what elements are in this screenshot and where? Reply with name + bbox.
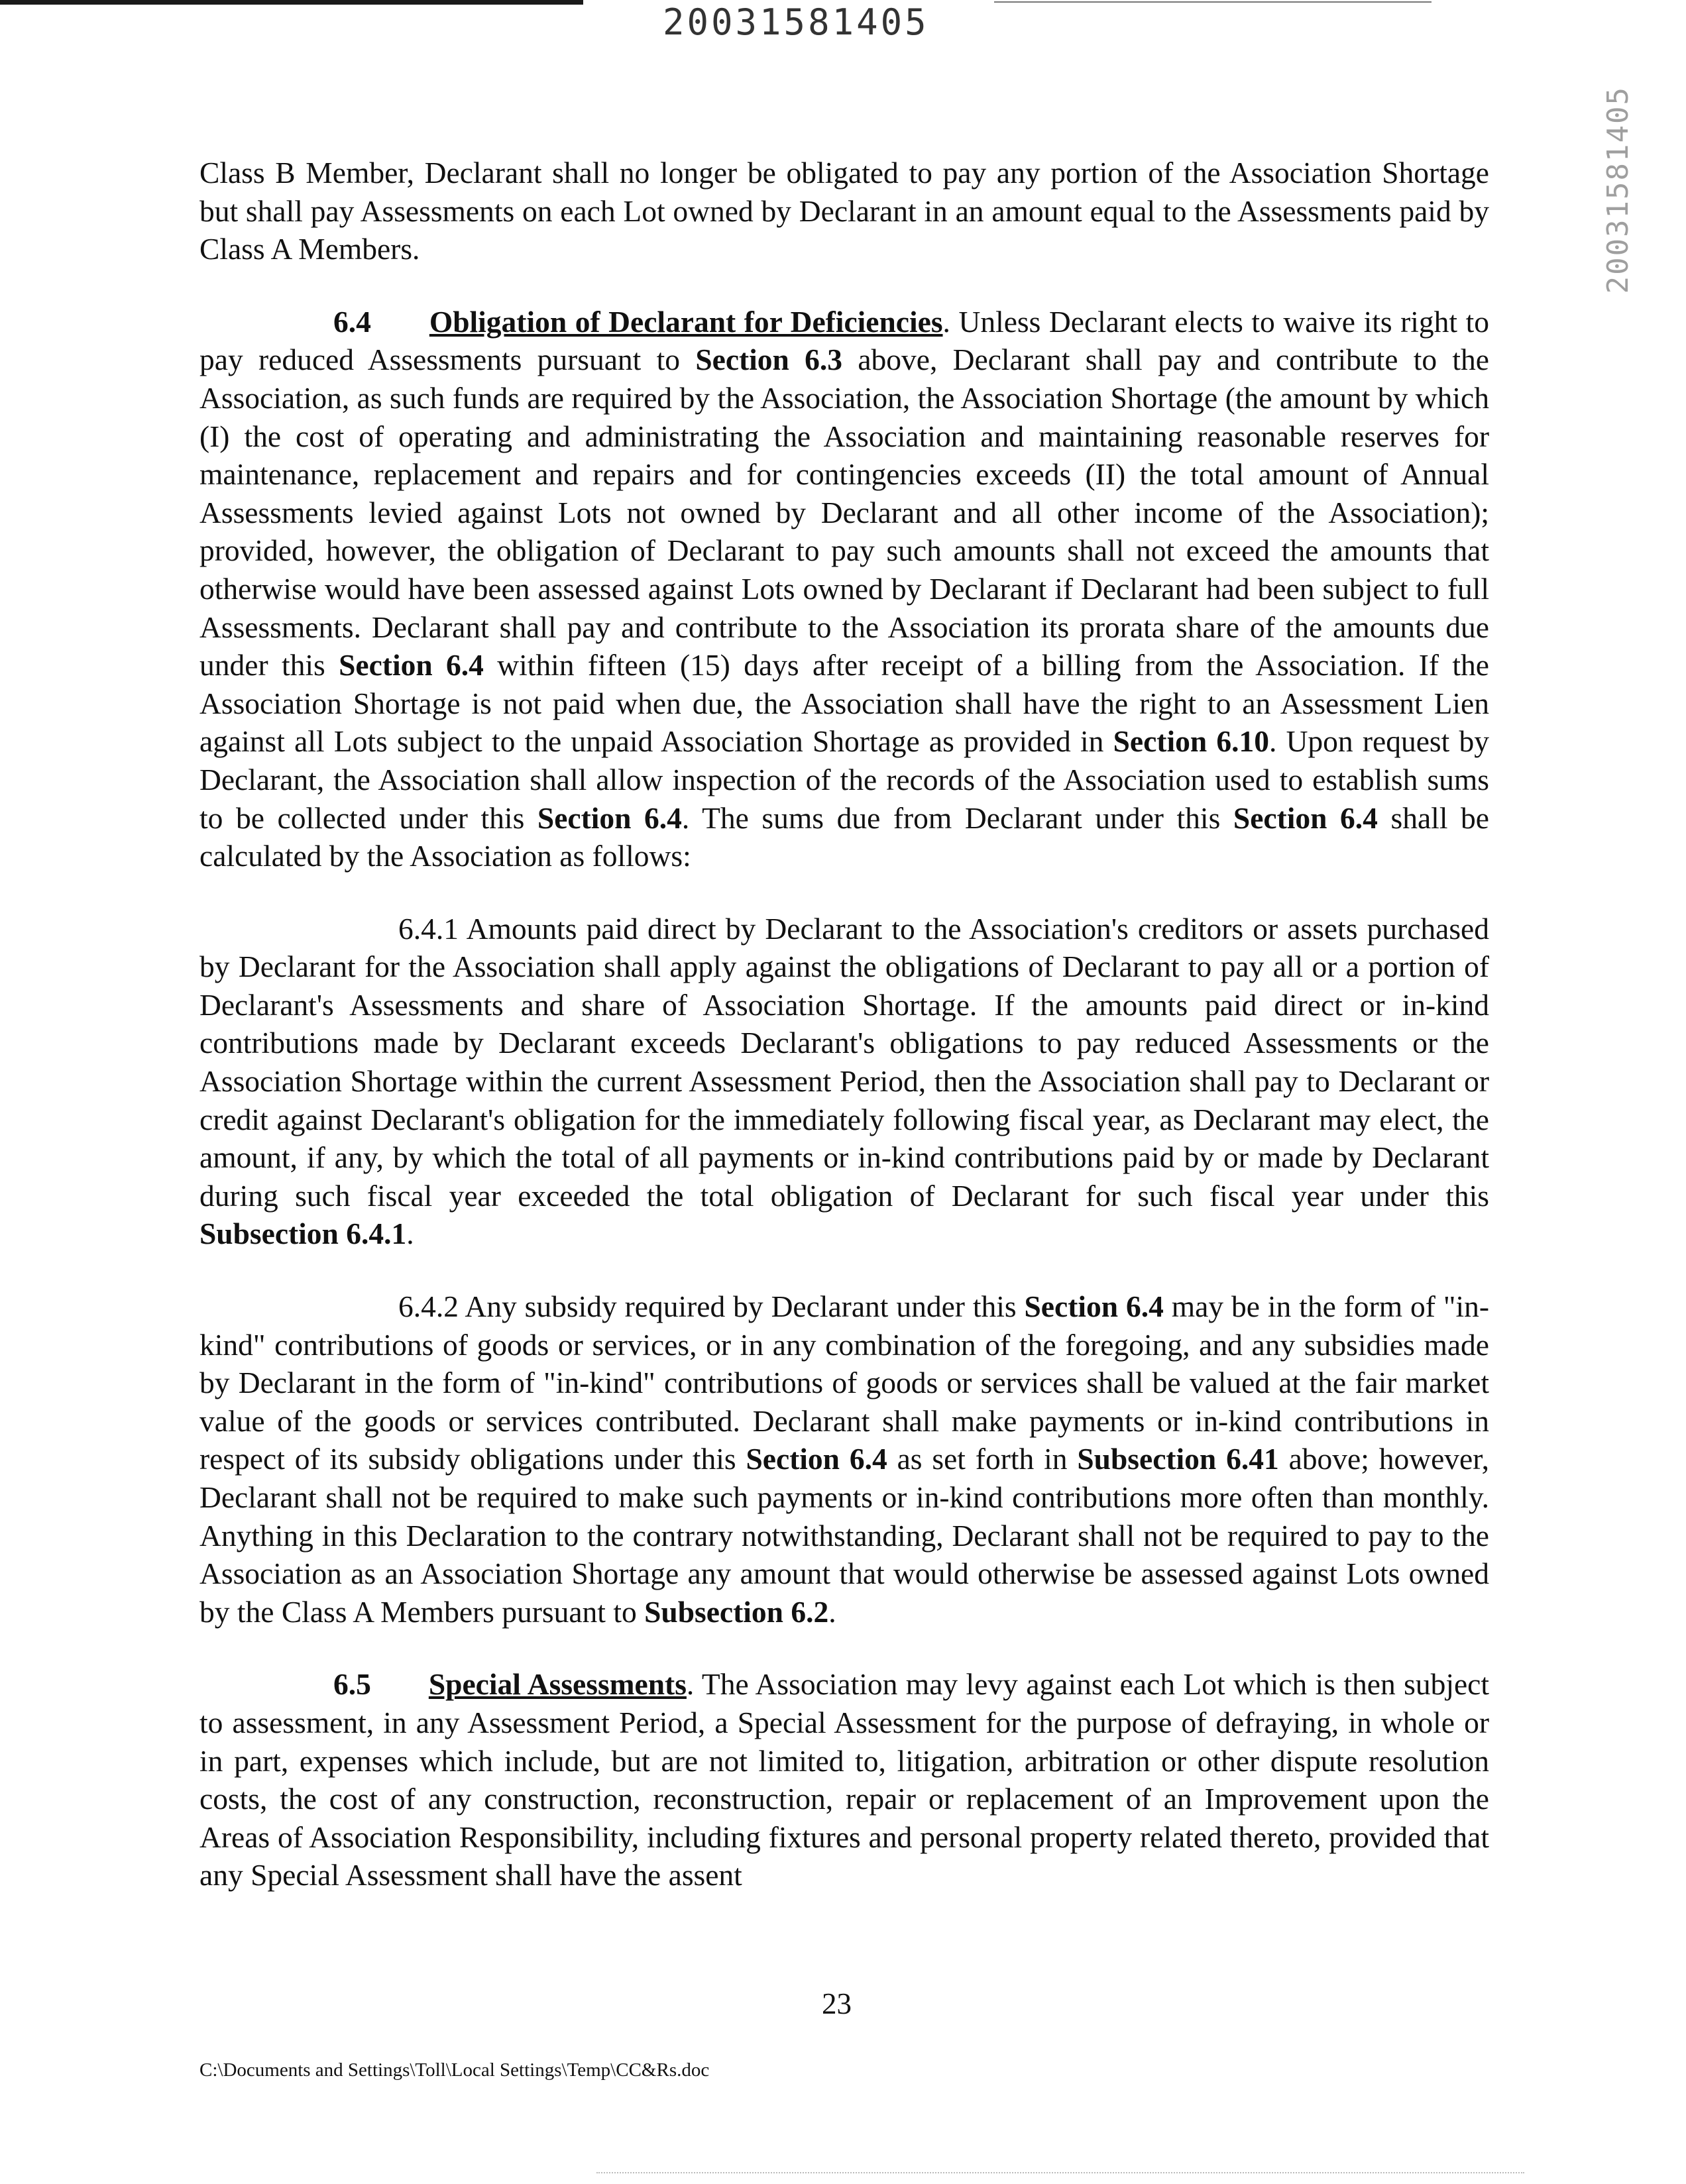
section-number: 6.5 <box>333 1667 371 1702</box>
section-6-5: 6.5 Special Assessments. The Association may levy against each Lot which is then subject to assessment, in any Assessment Period, a Special Assessment for the purpose of defraying, in whole or in part, expenses which include, but are not limited to, litigation, arbitration or other dispute resolution costs, the cost of any construction, reconstruction, repair or replacement of an Improvement upon the Areas of Association Responsibility, including fixtures and personal property related thereto, provided that any Special Assessment shall have the assent <box>199 1667 1490 1892</box>
section-ref: Section 6.3 <box>695 343 843 377</box>
section-number: 6.4 <box>333 304 371 339</box>
page-number: 23 <box>822 1987 852 2020</box>
side-stamp: 20031581405 <box>1601 86 1635 294</box>
section-ref: Subsection 6.41 <box>1077 1442 1279 1476</box>
section-title: Obligation of Declarant for Deficiencies <box>429 304 943 339</box>
section-ref: Section 6.4 <box>339 648 484 682</box>
subsection-6-4-2: 6.4.2 Any subsidy required by Declarant under this Section 6.4 may be in the form of "in-kind" contributions of goods or services, or in any combination of the foregoing, and any subsidies made by Declarant in the form of "in-kind" contributions of goods or services shall be valued at the fair market value of the goods or services contributed. Declarant shall make payments or in-kind contributions in respect of its subsidy obligations under this Section 6.4 as set forth in Subsection 6.41 above; however, Declarant shall not be required to make such payments or in-kind contributions more often than monthly. Anything in this Declaration to the contrary notwithstanding, Declarant shall not be required to pay to the Association as an Association Shortage any amount that would otherwise be assessed against Lots owned by the Class A Members pursuant to Subsection 6.2. <box>199 1289 1489 1629</box>
section-ref: Section 6.4 <box>1233 800 1378 835</box>
document-number: 20031581405 <box>663 1 929 43</box>
top-rule-right <box>994 1 1432 3</box>
section-ref: Subsection 6.4.1 <box>199 1217 407 1251</box>
subsection-6-4-1: 6.4.1 Amounts paid direct by Declarant to the Association's creditors or assets purchased by Declarant for the Association shall apply against the obligations of Declarant to pay all or a portion of Declarant's Assessments and share of Association Shortage. If the amounts paid direct or in-kind contributions made by Declarant exceeds Declarant's obligations to pay reduced Assessments or the Association Shortage within the current Assessment Period, then the Association shall pay to Declarant or credit against Declarant's obligation for the immediately following fiscal year, as Declarant may elect, the amount, if any, by which the total of all payments or in-kind contributions paid by or made by Declarant during such fiscal year exceeded the total obligation of Declarant for such fiscal year under this Subsection 6.4.1. <box>199 911 1489 1251</box>
section-ref: Section 6.10 <box>1113 724 1269 759</box>
footer-file-path: C:\Documents and Settings\Toll\Local Settings\Temp\CC&Rs.doc <box>199 2059 710 2081</box>
section-title: Special Assessments <box>428 1667 687 1702</box>
section-ref: Section 6.4 <box>746 1442 887 1476</box>
document-body <box>199 154 1489 1894</box>
top-rule <box>0 0 583 5</box>
paragraph-continuation: Class B Member, Declarant shall no longer be obligated to pay any portion of the Association Shortage but shall pay Assessments on each Lot owned by Declarant in an amount equal to the Assessments paid by Class A Members. <box>199 156 1489 266</box>
section-ref: Section 6.4 <box>537 800 682 835</box>
scan-artifact <box>596 2172 1524 2175</box>
section-ref: Subsection 6.2 <box>644 1594 829 1629</box>
section-ref: Section 6.4 <box>1024 1289 1164 1324</box>
section-6-4: 6.4 Obligation of Declarant for Deficiencies. Unless Declarant elects to waive its right to pay reduced Assessments pursuant to Section 6.3 above, Declarant shall pay and contribute to the Association, as such funds are required by the Association, the Association Shortage (the amount by which (I) the cost of operating and administrating the Association and maintaining reasonable reserves for maintenance, replacement and repairs and for contingencies exceeds (II) the total amount of Annual Assessments levied against Lots not owned by Declarant and all other income of the Association); provided, however, the obligation of Declarant to pay such amounts shall not exceed the amounts that otherwise would have been assessed against Lots owned by Declarant if Declarant had been subject to full Assessments. Declarant shall pay and contribute to the Association its prorata share of the amounts due under this Section 6.4 within fifteen (15) days after receipt of a billing from the Association. If the Association Shortage is not paid when due, the Association shall have the right to an Assessment Lien against all Lots subject to the unpaid Association Shortage as provided in Section 6.10. Upon request by Declarant, the Association shall allow inspection of the records of the Association used to establish sums to be collected under this Section 6.4. The sums due from Declarant under this Section 6.4 shall be calculated by the Association as follows: <box>199 304 1490 873</box>
